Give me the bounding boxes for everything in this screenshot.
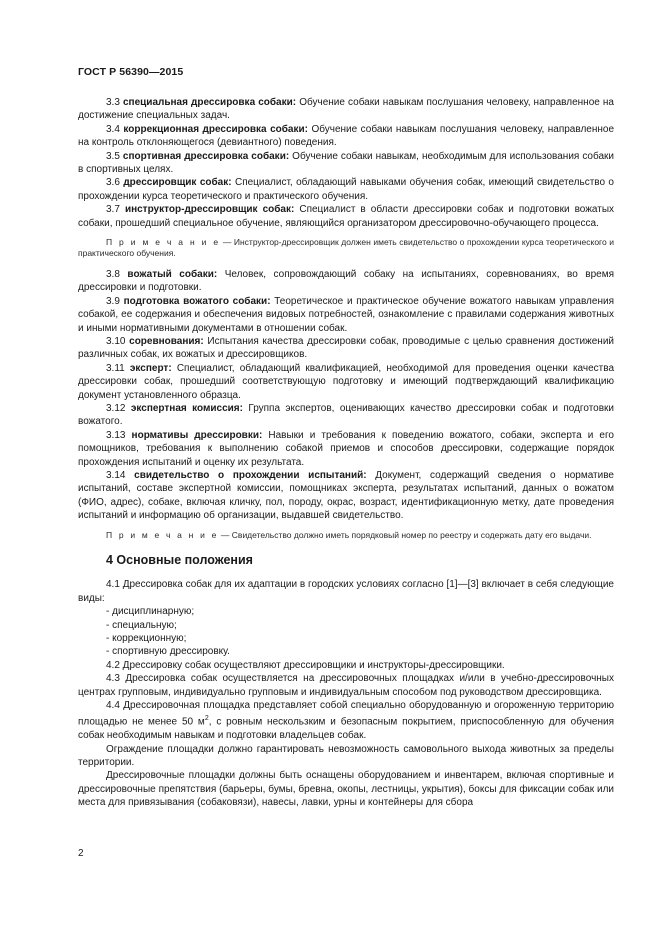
definition-number: 3.9 xyxy=(106,295,120,307)
definition-term: спортивная дрессировка собаки: xyxy=(122,150,290,162)
definitions-group-a xyxy=(78,96,614,230)
note-instructor xyxy=(78,237,614,260)
definition-text: Обучение собаки навыкам послушания человеку, направленное на контроль отклоняющегося (девиантного) поведения. xyxy=(78,123,615,149)
definition-3-13 xyxy=(78,429,614,469)
paragraph-4-2: 4.2 Дрессировку собак осуществляют дрессировщики и инструкторы-дрессировщики. xyxy=(106,659,505,671)
paragraph-4-1: 4.1 Дрессировка собак для их адаптации в городских условиях согласно [1]—[3] включает в себя следующие виды: xyxy=(78,579,614,604)
document-header: ГОСТ Р 56390—2015 xyxy=(78,66,184,78)
definition-term: нормативы дрессировки: xyxy=(131,429,263,441)
definition-number: 3.7 xyxy=(106,204,120,216)
note-text: — Инструктор-дрессировщик должен иметь свидетельство о прохождении курса теоретического и практического обучения. xyxy=(78,237,614,259)
definition-number: 3.13 xyxy=(106,429,126,441)
definition-3-6 xyxy=(78,176,614,203)
definition-number: 3.11 xyxy=(106,362,125,374)
list-item: - коррекционную; xyxy=(106,633,187,645)
definition-3-7 xyxy=(78,203,614,230)
paragraph-4-4-end: , с ровным нескользким и безопасным покрытием, приспособленную для обучения собак необходимым навыкам и подготовки владельцев собак. xyxy=(78,716,614,742)
definition-3-14 xyxy=(78,469,614,523)
definition-number: 3.10 xyxy=(106,335,126,347)
definition-term: дрессировщик собак: xyxy=(123,177,232,189)
definition-text: Специалист, обладающий квалификацией, необходимой для проведения оценки качества дрессировки собак, прошедший соответствующую подготовку и имеющий подтверждающий квалификацию документ установленного образца. xyxy=(78,362,614,401)
paragraph-fence: Ограждение площадки должно гарантировать невозможность самовольного выхода животных за пределы территории. xyxy=(78,743,614,769)
definition-text: Человек, сопровождающий собаку на испытаниях, соревнованиях, во время дрессировки и подготовки. xyxy=(78,268,615,294)
definition-term: эксперт: xyxy=(129,362,172,374)
definition-3-11 xyxy=(78,362,614,402)
definition-text: Документ, содержащий сведения о нормативе испытаний, составе экспертной комиссии, помощниках эксперта, результатах испытаний, данных о вожатом (ФИО, адрес), собаке, включая кличку, пол, породу, окрас, возраст, идентификационную метку, дате проведения испытаний и информацию об организации, выдавшей свидетельство. xyxy=(78,469,614,522)
definition-number: 3.5 xyxy=(106,150,120,162)
paragraph-equipment: Дрессировочные площадки должны быть оснащены оборудованием и инвентарем, включая спортивные и дрессировочные препятствия (барьеры, бумы, бревна, окопы, лестницы, укрытия), боксы для фиксации собак или места для привязывания (собаковязи), навесы, лавки, урны и контейнеры для сбора xyxy=(78,770,614,809)
definition-term: специальная дрессировка собаки: xyxy=(123,97,297,108)
training-types-list xyxy=(78,605,614,659)
definition-term: подготовка вожатого собаки: xyxy=(123,295,271,307)
list-item: - спортивную дрессировку. xyxy=(106,646,230,658)
definition-text: Специалист, обладающий навыками обучения собак, имеющий свидетельство о прохождении курса теоретического и практического обучения. xyxy=(78,177,614,202)
paragraph-4-3: 4.3 Дрессировка собак осуществляется на дрессировочных площадках и/или в учебно-дрессировочных центрах групповым, индивидуально групповым и индивидуальным способом под руководством дрессировщика. xyxy=(78,673,614,698)
page-number: 2 xyxy=(78,848,84,859)
definition-3-8 xyxy=(78,268,614,295)
note-label: П р и м е ч а н и е xyxy=(106,529,219,540)
note-certificate xyxy=(78,530,614,541)
definition-term: соревнования: xyxy=(129,335,204,347)
definition-number: 3.6 xyxy=(106,177,120,189)
definition-term: вожатый собаки: xyxy=(127,268,218,280)
document-body xyxy=(78,96,614,810)
note-text: — Свидетельство должно иметь порядковый номер по реестру и содержать дату его выдачи. xyxy=(220,529,592,540)
definition-number: 3.8 xyxy=(106,268,120,280)
definition-text: Обучение собаки навыкам послушания человеку, направленное на достижение специальных задач. xyxy=(78,97,614,122)
definition-text: Навыки и требования к поведению вожатого, собаки, эксперта и его помощников, требования к выполнению собакой приемов и способов дрессировки, содержащие порядок прохождения испытаний и оценку их результата. xyxy=(78,429,614,468)
list-item: - специальную; xyxy=(106,619,177,631)
definition-number: 3.12 xyxy=(106,402,126,414)
definition-number: 3.14 xyxy=(106,469,126,481)
definition-3-10 xyxy=(78,335,614,362)
definition-number: 3.3 xyxy=(106,97,120,108)
definition-text: Группа экспертов, оценивающих качество дрессировки собак и подготовки вожатого. xyxy=(78,402,615,428)
definition-text: Теоретическое и практическое обучение вожатого навыкам управления собакой, ее содержания и обеспечения видовых потребностей, ознакомление с правилами содержания животных и иными нормативными документами в отношении собак. xyxy=(78,295,614,334)
definition-term: свидетельство о прохождении испытаний: xyxy=(134,469,367,481)
definition-term: коррекционная дрессировка собаки: xyxy=(123,123,308,135)
paragraph-4-4 xyxy=(78,699,614,743)
definition-3-4 xyxy=(78,123,614,150)
definition-term: инструктор-дрессировщик собак: xyxy=(124,204,295,216)
note-label: П р и м е ч а н и е xyxy=(106,237,221,248)
definition-term: экспертная комиссия: xyxy=(130,402,243,414)
list-item: - дисциплинарную; xyxy=(106,606,195,618)
definition-3-9 xyxy=(78,295,614,335)
definition-text: Обучение собаки навыкам, необходимым для использования собаки в спортивных целях. xyxy=(78,150,615,176)
paragraph-4-4-start: 4.4 Дрессировочная площадка представляет собой специально оборудованную и огороженную территорию площадью не менее 50 м xyxy=(78,700,614,728)
definition-3-5 xyxy=(78,150,614,177)
definition-3-3 xyxy=(78,96,614,123)
definitions-group-b xyxy=(78,268,614,523)
definition-text: Специалист в области дрессировки собак и подготовки вожатых собаки, прошедший специальное обучение, являющийся организатором дрессировочно-обучающего процесса. xyxy=(78,204,615,229)
section-title: 4 Основные положения xyxy=(106,553,253,567)
definition-text: Испытания качества дрессировки собак, проводимые с целью сравнения достижений различных собак, их вожатых и дрессировщиков. xyxy=(78,335,615,361)
superscript-2: 2 xyxy=(204,715,209,723)
definition-3-12 xyxy=(78,402,614,429)
definition-number: 3.4 xyxy=(106,123,120,135)
